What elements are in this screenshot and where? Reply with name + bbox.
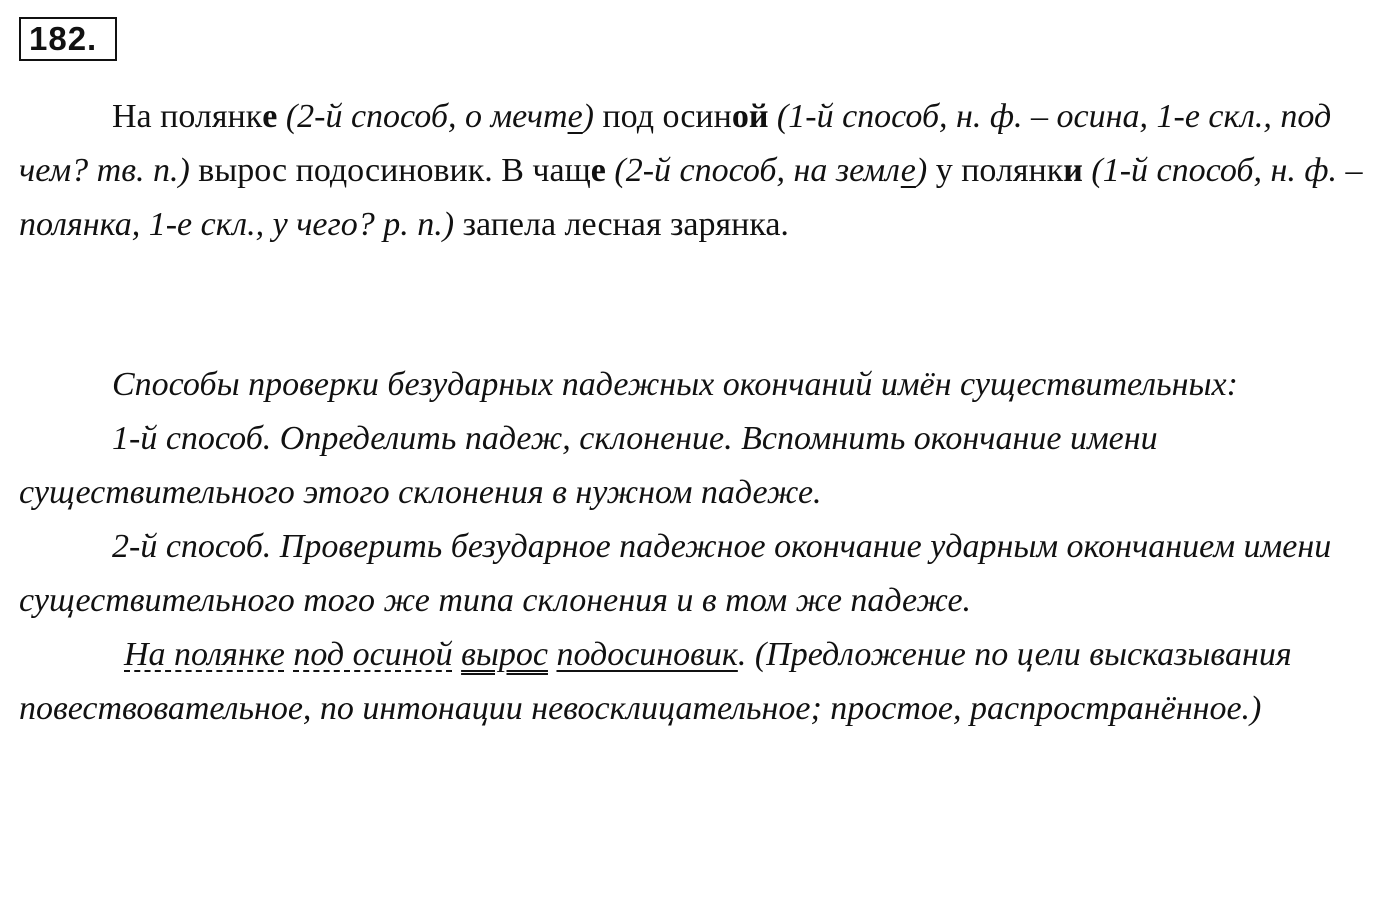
note: (2-й способ, на земле) xyxy=(605,152,928,189)
ending-underlined: е xyxy=(900,152,916,189)
method-1: 1-й способ. Определить падеж, склонение. Вспомнить окончание имени существительного этого склонения в нужном падеже. xyxy=(19,420,1158,511)
note: (1-й способ, н. ф. – осина, 1-е скл., под чем? тв. п.) xyxy=(19,98,1332,189)
exercise-text xyxy=(19,90,1389,252)
methods-heading: Способы проверки безударных падежных окончаний имён существительных: xyxy=(112,366,1238,403)
analysis-description: . (Предложение по цели высказывания повествовательное, по интонации невосклицательное; простое, распространённое.) xyxy=(19,636,1292,727)
ending-bold: ой xyxy=(731,98,769,135)
text-fragment: вырос подосиновик. В чащ xyxy=(189,152,591,189)
text-fragment: у полянк xyxy=(927,152,1064,189)
ending-underlined: е xyxy=(567,98,583,135)
sentence-analysis xyxy=(19,628,1389,736)
ending-bold: е xyxy=(590,152,606,189)
note: (2-й способ, о мечте) xyxy=(277,98,594,135)
text-fragment: запела лесная зарянка. xyxy=(454,206,789,243)
text-fragment: На полянк xyxy=(112,98,263,135)
methods-section xyxy=(19,358,1389,736)
word-subject: подосиновик xyxy=(556,636,738,673)
exercise-number: 182. xyxy=(19,17,117,61)
ending-bold: и xyxy=(1063,152,1083,189)
word-adverbial-2: под осиной xyxy=(293,636,453,673)
note: (1-й способ, н. ф. – полянка, 1-е скл., у чего? р. п.) xyxy=(19,152,1363,243)
ending-bold: е xyxy=(262,98,278,135)
word-adverbial-1: На полянке xyxy=(124,636,285,673)
method-2: 2-й способ. Проверить безударное падежное окончание ударным окончанием имени существительного того же типа склонения и в том же падеже. xyxy=(19,528,1332,619)
text-fragment: под осин xyxy=(593,98,732,135)
word-predicate: вырос xyxy=(461,636,548,673)
